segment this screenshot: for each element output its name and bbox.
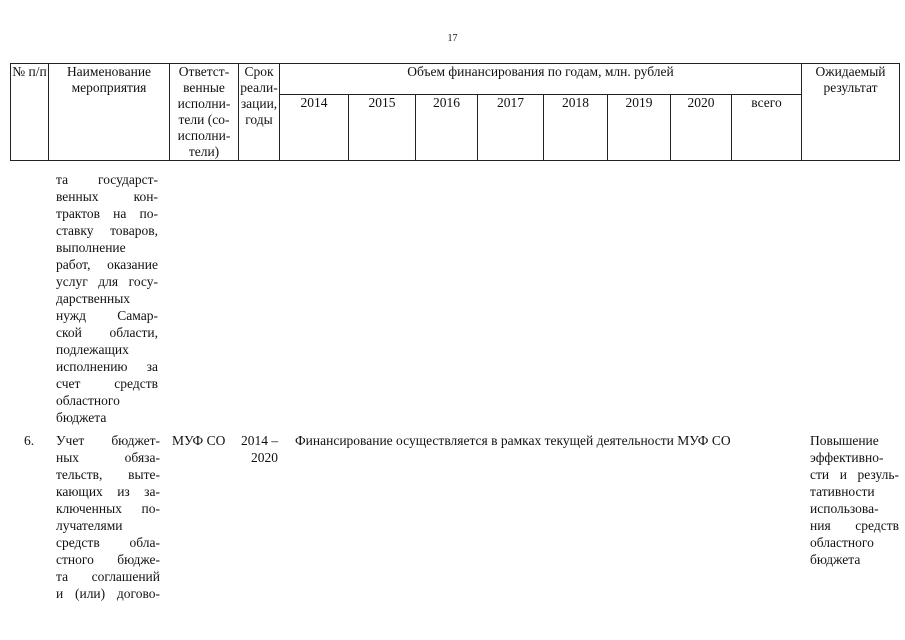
- row6-result-line: тативности: [810, 484, 875, 499]
- row6-name-line: ных обяза-: [56, 450, 160, 465]
- continuation-name-line: трактов на по-: [56, 206, 158, 221]
- continuation-name-line: подлежащих: [56, 342, 129, 357]
- header-year-2015: 2015: [349, 95, 416, 161]
- row6-name-line: стного бюдже-: [56, 552, 160, 567]
- continuation-name-line: исполнению за: [56, 359, 158, 374]
- row6-name-line: кающих из за-: [56, 484, 160, 499]
- row6-result: [810, 432, 899, 568]
- continuation-name-line: областного: [56, 393, 120, 408]
- continuation-name-line: выполнение: [56, 240, 126, 255]
- continuation-name: [56, 171, 158, 426]
- continuation-name-line: ской области,: [56, 325, 158, 340]
- continuation-name-line: счет средств: [56, 376, 158, 391]
- header-term: Срок реали-зации, годы: [239, 64, 280, 161]
- continuation-name-line: бюджета: [56, 410, 107, 425]
- continuation-name-line: ставку товаров,: [56, 223, 158, 238]
- row6-term-start: 2014 –: [241, 433, 279, 448]
- continuation-name-line: та государст-: [56, 172, 158, 187]
- page-number: 17: [447, 33, 458, 44]
- continuation-name-line: венных кон-: [56, 189, 158, 204]
- header-year-2020: 2020: [671, 95, 732, 161]
- header-name: Наименование мероприятия: [49, 64, 170, 161]
- row6-responsible: МУФ СО: [172, 433, 226, 448]
- header-num: № п/п: [11, 64, 49, 161]
- continuation-name-line: услуг для госу-: [56, 274, 158, 289]
- row6-funding-note: Финансирование осуществляется в рамках текущей деятельности МУФ СО: [295, 433, 731, 448]
- row6-name: [56, 432, 160, 602]
- row6-result-line: эффективно-: [810, 450, 884, 465]
- header-responsible: Ответст-венные исполни-тели (со-исполни-тели): [170, 64, 239, 161]
- continuation-name-line: нужд Самар-: [56, 308, 158, 323]
- row6-result-line: бюджета: [810, 552, 861, 567]
- row6-result-line: использова-: [810, 501, 879, 516]
- header-year-total: всего: [732, 95, 802, 161]
- row6-result-line: Повышение: [810, 433, 879, 448]
- row6-name-line: и (или) догово-: [56, 586, 160, 601]
- continuation-name-line: работ, оказание: [56, 257, 158, 272]
- header-year-2018: 2018: [544, 95, 608, 161]
- header-year-2017: 2017: [478, 95, 544, 161]
- row6-name-line: ключенных по-: [56, 501, 160, 516]
- continuation-name-line: дарственных: [56, 291, 131, 306]
- header-result: Ожидаемый результат: [802, 64, 900, 161]
- row6-result-line: сти и резуль-: [810, 467, 899, 482]
- row6-name-line: та соглашений: [56, 569, 160, 584]
- table-header: [10, 63, 900, 161]
- row6-name-line: средств обла-: [56, 535, 160, 550]
- row6-term-end: 2020: [251, 450, 278, 465]
- row6-result-line: ния средств: [810, 518, 899, 533]
- header-year-2016: 2016: [416, 95, 478, 161]
- row6-num: 6.: [24, 433, 35, 448]
- row6-name-line: Учет бюджет-: [56, 433, 160, 448]
- header-year-2014: 2014: [280, 95, 349, 161]
- row6-name-line: тельств, выте-: [56, 467, 160, 482]
- header-year-2019: 2019: [608, 95, 671, 161]
- row6-name-line: лучателями: [56, 518, 123, 533]
- header-funding: Объем финансирования по годам, млн. рублей: [280, 64, 802, 95]
- row6-result-line: областного: [810, 535, 874, 550]
